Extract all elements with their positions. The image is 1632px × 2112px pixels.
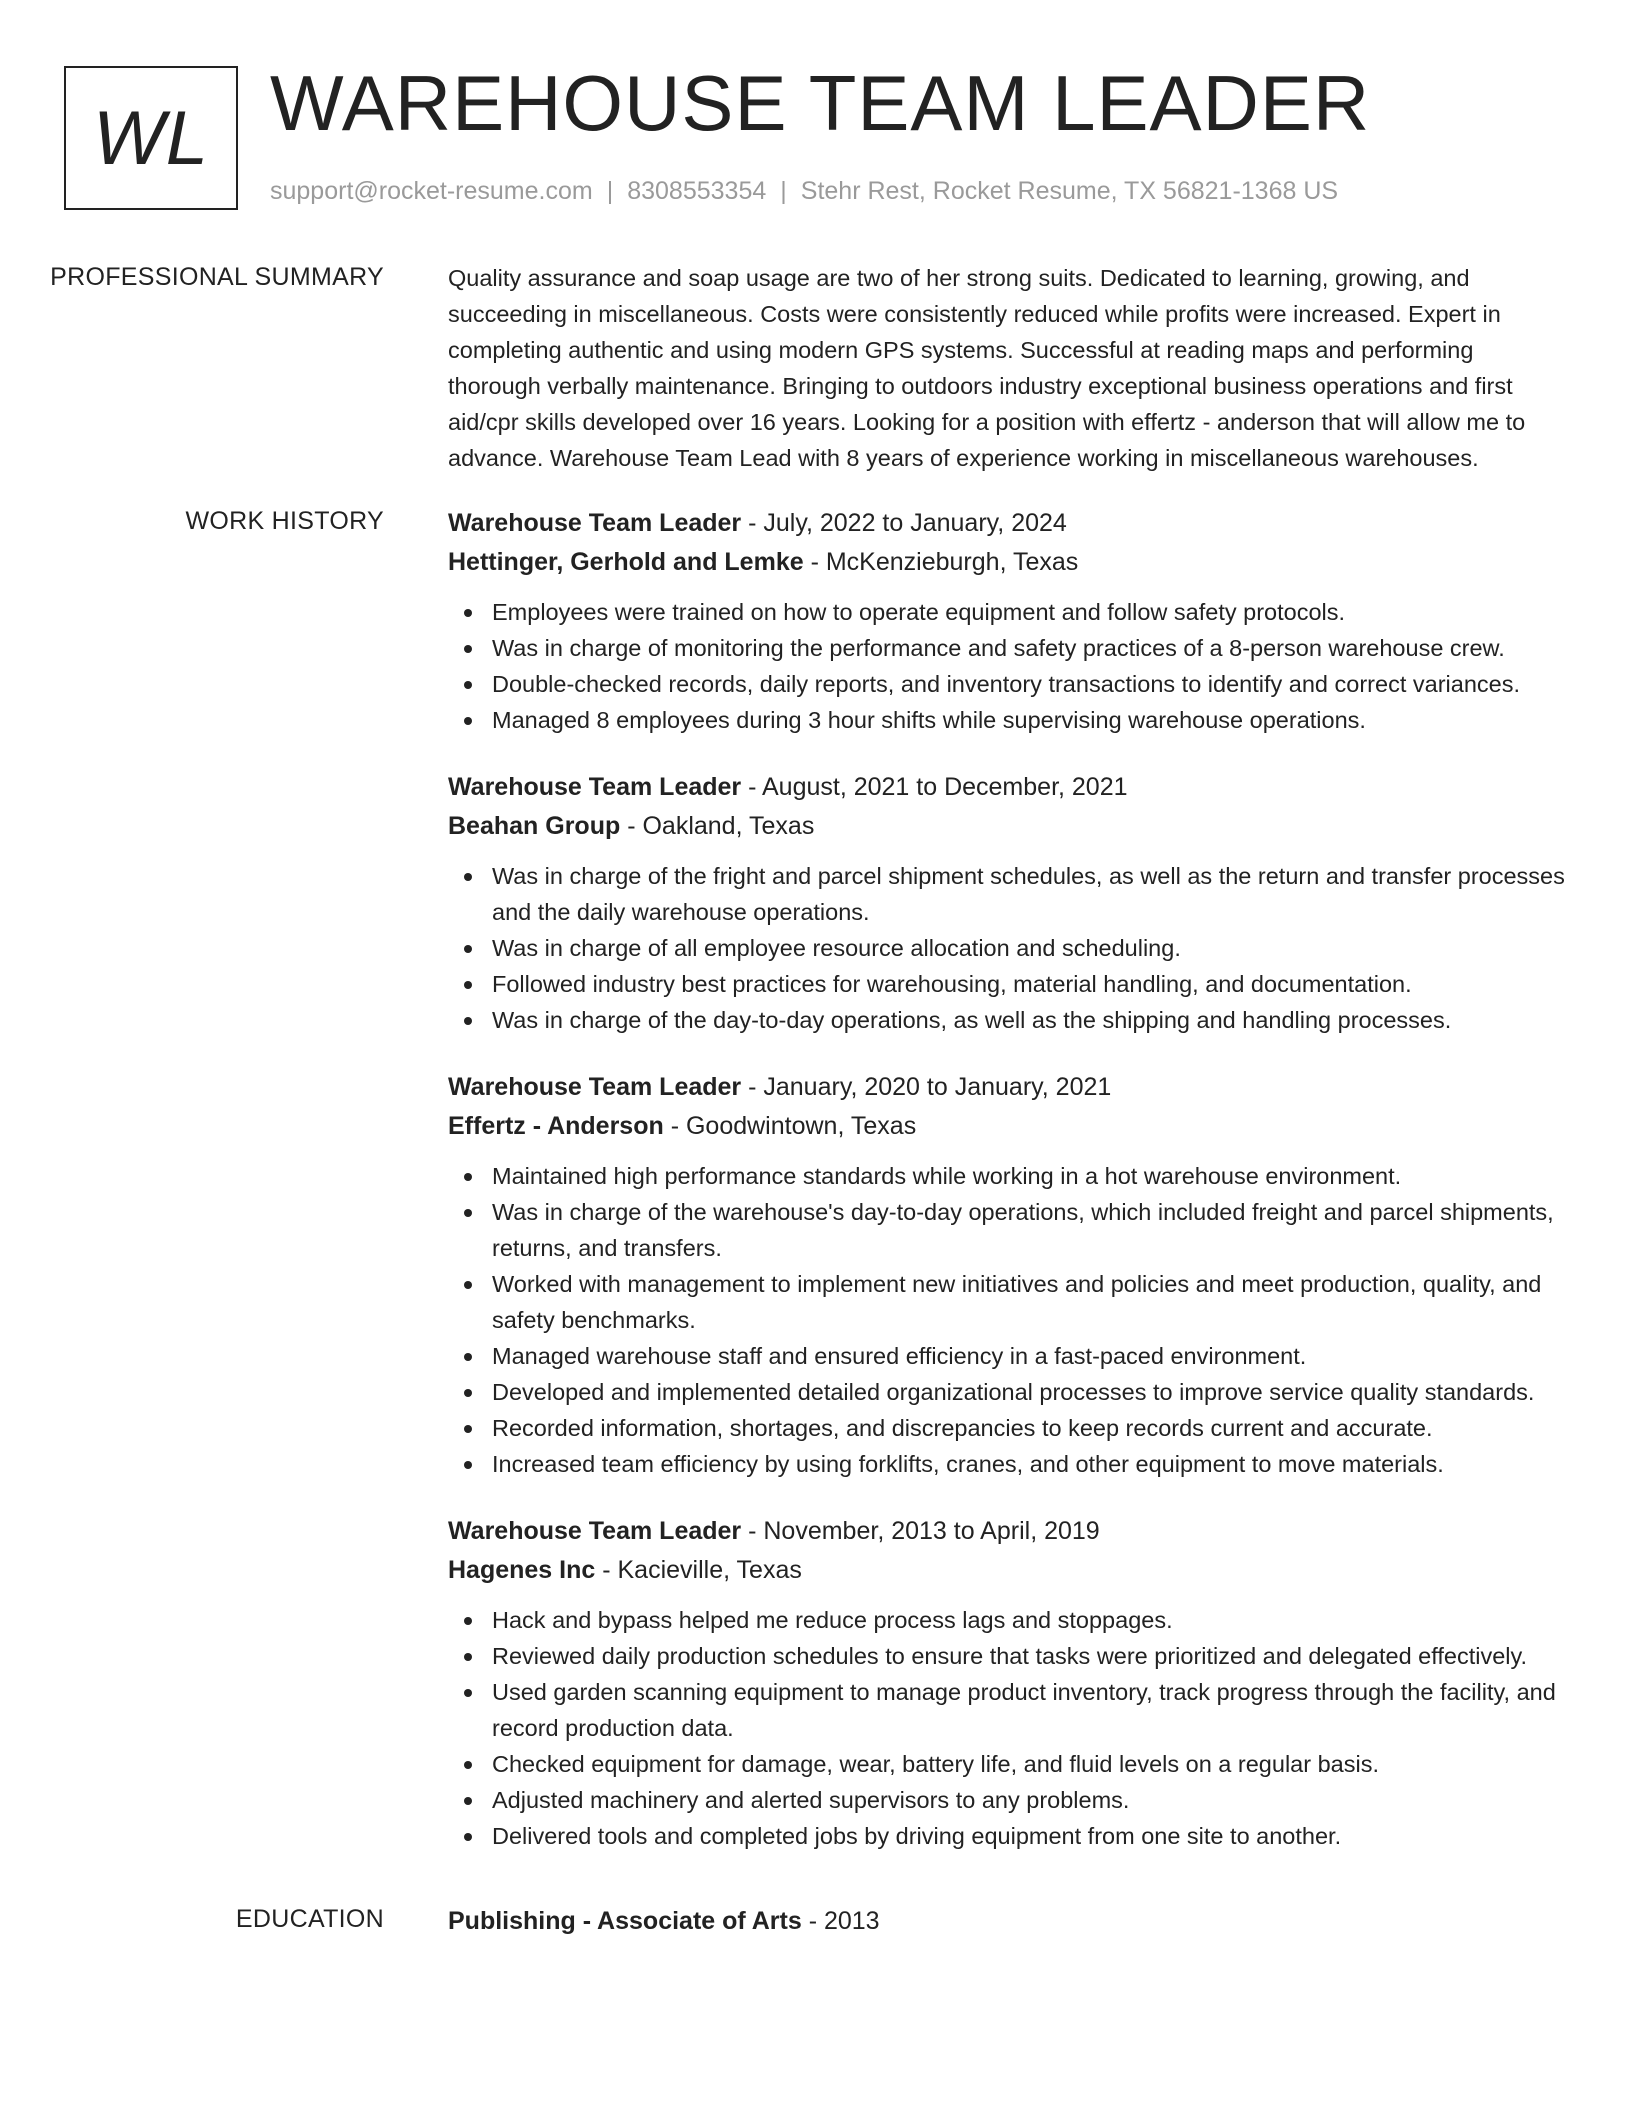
job-company: Hettinger, Gerhold and Lemke: [448, 548, 804, 576]
education-degree: Publishing - Associate of Arts: [448, 1907, 802, 1935]
job-entry: [448, 1068, 1566, 1482]
section-work-history: [0, 504, 1632, 1874]
contact-separator: |: [606, 177, 614, 205]
job-bullet: Checked equipment for damage, wear, battery life, and fluid levels on a regular basis.: [448, 1746, 1566, 1782]
job-bullet: Double-checked records, daily reports, and inventory transactions to identify and correct variances.: [448, 666, 1566, 702]
resume-sections: [0, 260, 1632, 1969]
job-bullet: Was in charge of the day-to-day operations, as well as the shipping and handling processes.: [448, 1002, 1566, 1038]
job-bullet: Recorded information, shortages, and discrepancies to keep records current and accurate.: [448, 1410, 1566, 1446]
section-education: [0, 1902, 1632, 1941]
job-bullet: Was in charge of monitoring the performance and safety practices of a 8-person warehouse crew.: [448, 630, 1566, 666]
job-bullet: Adjusted machinery and alerted supervisors to any problems.: [448, 1782, 1566, 1818]
job-title-line: [448, 1512, 1566, 1551]
job-bullet: Employees were trained on how to operate equipment and follow safety protocols.: [448, 594, 1566, 630]
job-entry: [448, 504, 1566, 738]
job-dates: - July, 2022 to January, 2024: [741, 509, 1067, 537]
section-professional-summary: [0, 260, 1632, 476]
resume-header: [270, 58, 1592, 206]
job-bullets: [448, 1158, 1566, 1482]
job-bullet: Maintained high performance standards while working in a hot warehouse environment.: [448, 1158, 1566, 1194]
job-bullets: [448, 858, 1566, 1038]
job-bullet: Delivered tools and completed jobs by driving equipment from one site to another.: [448, 1818, 1566, 1854]
job-bullet: Managed 8 employees during 3 hour shifts while supervising warehouse operations.: [448, 702, 1566, 738]
job-entry: [448, 768, 1566, 1038]
job-dates: - November, 2013 to April, 2019: [741, 1517, 1100, 1545]
job-title-line: [448, 1068, 1566, 1107]
job-title: Warehouse Team Leader: [448, 773, 742, 801]
job-company-line: [448, 807, 1566, 846]
job-bullet: Managed warehouse staff and ensured efficiency in a fast-paced environment.: [448, 1338, 1566, 1374]
job-company-line: [448, 1107, 1566, 1146]
job-bullet: Worked with management to implement new initiatives and policies and meet production, quality, and safety benchmarks.: [448, 1266, 1566, 1338]
work-history-list: [416, 504, 1566, 1874]
job-bullet: Followed industry best practices for warehousing, material handling, and documentation.: [448, 966, 1566, 1002]
job-company: Beahan Group: [448, 812, 621, 840]
contact-separator: |: [780, 177, 787, 205]
job-title-line: [448, 768, 1566, 807]
job-title: Warehouse Team Leader: [448, 1073, 742, 1101]
job-bullets: [448, 594, 1566, 738]
job-bullet: Reviewed daily production schedules to ensure that tasks were prioritized and delegated effectively.: [448, 1638, 1566, 1674]
contact-email[interactable]: support@rocket-resume.com: [270, 177, 593, 205]
education-body: [416, 1902, 1566, 1941]
contact-address: Stehr Rest, Rocket Resume, TX 56821-1368 US: [800, 177, 1339, 205]
job-location: - McKenzieburgh, Texas: [803, 548, 1079, 576]
education-year: - 2013: [801, 1907, 880, 1935]
monogram-logo: WL: [64, 66, 238, 210]
section-label: WORK HISTORY: [185, 507, 384, 535]
summary-text: Quality assurance and soap usage are two of her strong suits. Dedicated to learning, growing, and succeeding in miscellaneous. Costs were consistently reduced while profits were increased. Expert in completing authentic and using modern GPS systems. Successful at reading maps and performing thorough verbally maintenance. Bringing to outdoors industry exceptional business operations and first aid/cpr skills developed over 16 years. Looking for a position with effertz - anderson that will allow me to advance. Warehouse Team Lead with 8 years of experience working in miscellaneous warehouses.: [448, 265, 1526, 471]
job-company: Hagenes Inc: [448, 1556, 596, 1584]
job-bullet: Used garden scanning equipment to manage product inventory, track progress through the facility, and record production data.: [448, 1674, 1566, 1746]
contact-phone[interactable]: 8308553354: [627, 177, 767, 205]
section-label: PROFESSIONAL SUMMARY: [50, 263, 384, 291]
job-location: - Kacieville, Texas: [595, 1556, 802, 1584]
job-bullets: [448, 1602, 1566, 1854]
job-dates: - August, 2021 to December, 2021: [741, 773, 1128, 801]
job-title: Warehouse Team Leader: [448, 509, 742, 537]
job-entry: [448, 1512, 1566, 1854]
job-location: - Goodwintown, Texas: [663, 1112, 917, 1140]
job-company-line: [448, 543, 1566, 582]
job-location: - Oakland, Texas: [620, 812, 815, 840]
job-bullet: Was in charge of the fright and parcel shipment schedules, as well as the return and transfer processes and the daily warehouse operations.: [448, 858, 1566, 930]
job-title-line: [448, 504, 1566, 543]
job-title: Warehouse Team Leader: [448, 1517, 742, 1545]
candidate-name: WAREHOUSE TEAM LEADER: [270, 59, 1371, 147]
section-label: EDUCATION: [235, 1905, 384, 1933]
education-degree-line: [448, 1902, 1566, 1941]
job-dates: - January, 2020 to January, 2021: [741, 1073, 1112, 1101]
job-bullet: Developed and implemented detailed organizational processes to improve service quality standards.: [448, 1374, 1566, 1410]
job-company: Effertz - Anderson: [448, 1112, 664, 1140]
job-company-line: [448, 1551, 1566, 1590]
contact-line: [270, 176, 1592, 206]
job-bullet: Hack and bypass helped me reduce process lags and stoppages.: [448, 1602, 1566, 1638]
job-bullet: Was in charge of all employee resource allocation and scheduling.: [448, 930, 1566, 966]
job-bullet: Was in charge of the warehouse's day-to-day operations, which included freight and parcel shipments, returns, and transfers.: [448, 1194, 1566, 1266]
job-bullet: Increased team efficiency by using forklifts, cranes, and other equipment to move materials.: [448, 1446, 1566, 1482]
